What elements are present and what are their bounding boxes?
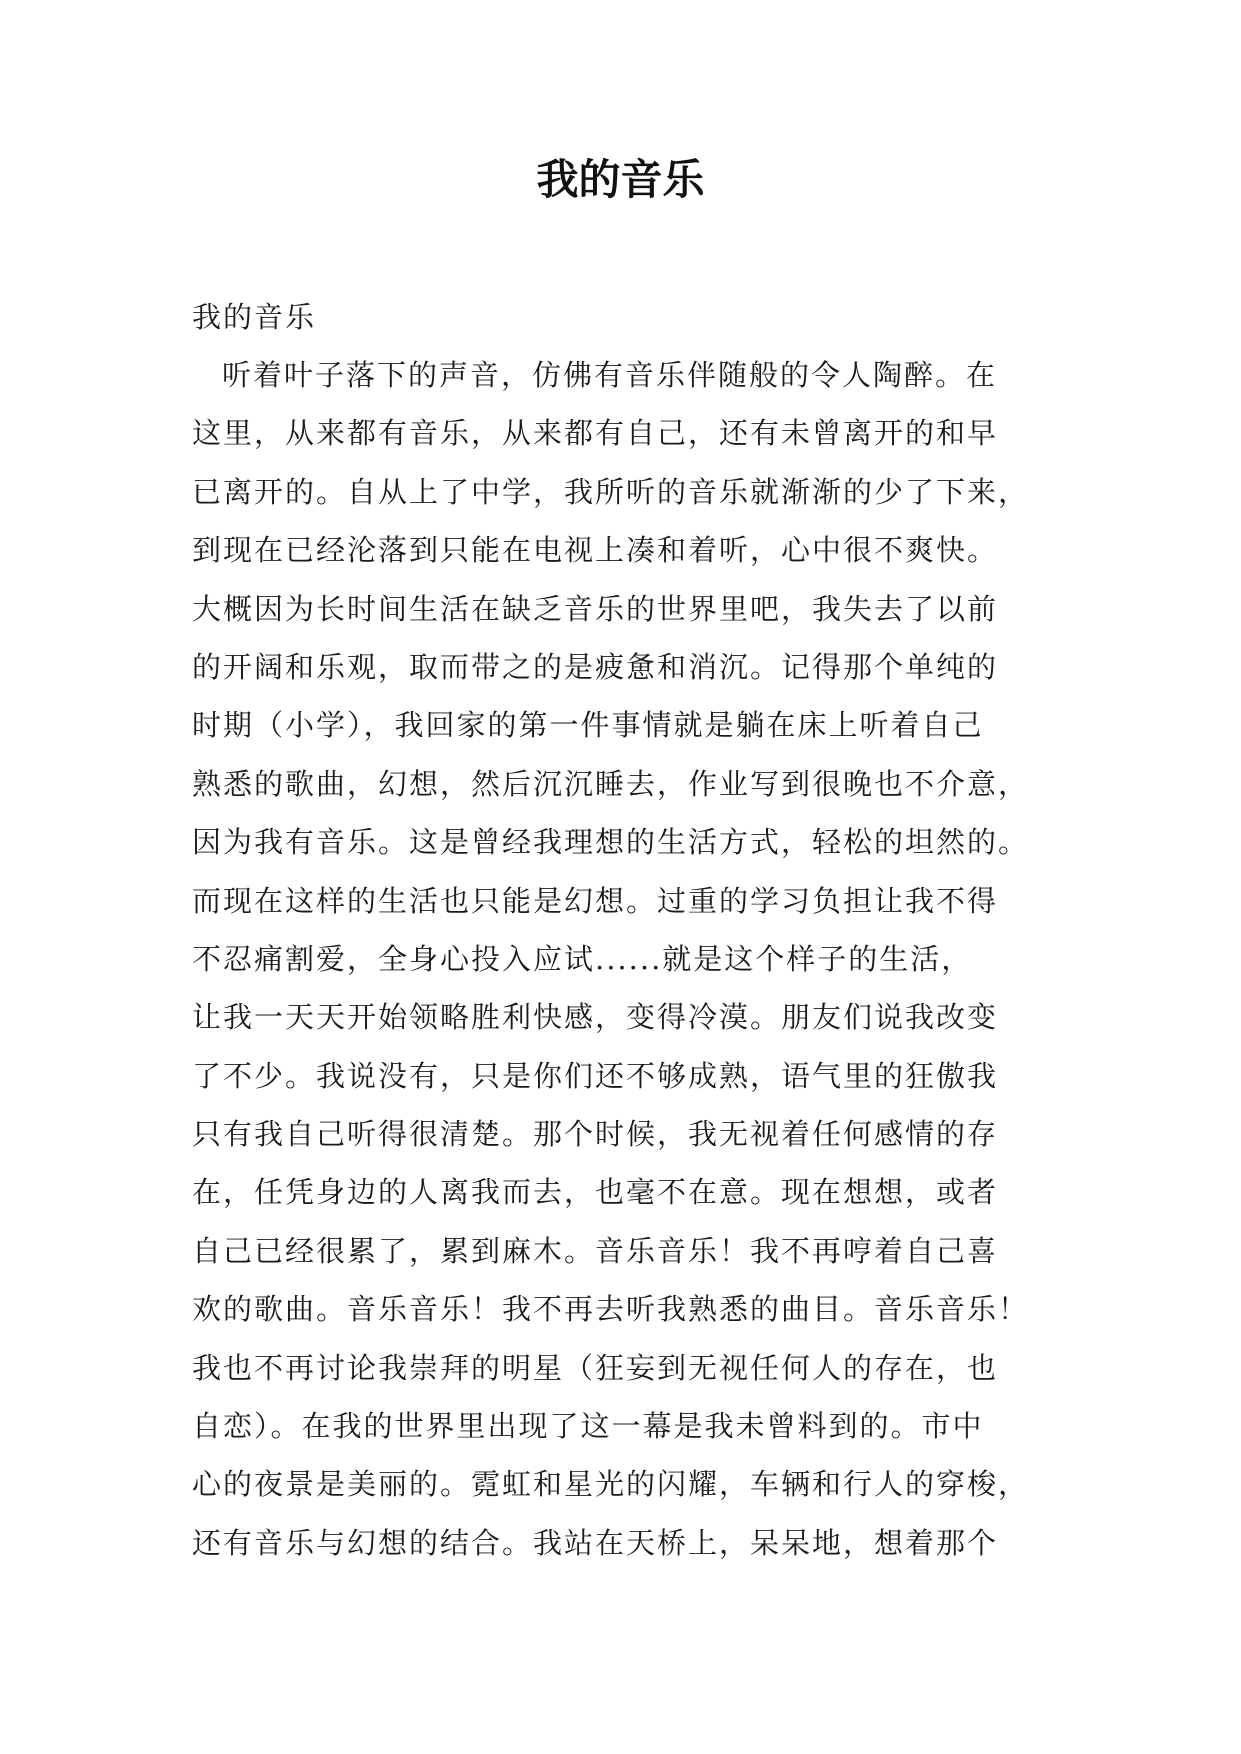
- body-line: 的开阔和乐观，取而带之的是疲惫和消沉。记得那个单纯的: [192, 649, 999, 684]
- body-line: 自恋）。在我的世界里出现了这一幕是我未曾料到的。市中: [192, 1409, 984, 1444]
- body-line: 我也不再讨论我崇拜的明星（狂妄到无视任何人的存在，也: [192, 1350, 999, 1385]
- body-line: 让我一天天开始领略胜利快感，变得冷漠。朋友们说我改变: [192, 1000, 999, 1035]
- body-line: 时期（小学），我回家的第一件事情就是躺在床上听着自己: [192, 708, 984, 743]
- body-line: 只有我自己听得很清楚。那个时候，我无视着任何感情的存: [192, 1117, 999, 1152]
- body-line: 在，任凭身边的人离我而去，也毫不在意。现在想想，或者: [192, 1175, 999, 1210]
- body-line: 听着叶子落下的声音，仿佛有音乐伴随般的令人陶醉。在: [222, 358, 998, 392]
- body-line: 欢的歌曲。音乐音乐！我不再去听我熟悉的曲目。音乐音乐！: [192, 1292, 1030, 1327]
- body-line: 到现在已经沦落到只能在电视上凑和着听，心中很不爽快。: [192, 533, 999, 568]
- body-line: 自己已经很累了，累到麻木。音乐音乐！我不再哼着自己喜: [192, 1233, 999, 1268]
- body-line: 还有音乐与幻想的结合。我站在天桥上，呆呆地，想着那个: [192, 1525, 999, 1560]
- document-title: 我的音乐: [536, 155, 705, 204]
- body-line: 大概因为长时间生活在缺乏音乐的世界里吧，我失去了以前: [192, 591, 999, 626]
- body-line: 熟悉的歌曲，幻想，然后沉沉睡去，作业写到很晚也不介意，: [192, 766, 1030, 801]
- body-line: 已离开的。自从上了中学，我所听的音乐就渐渐的少了下来，: [192, 474, 1030, 509]
- body-line: 心的夜景是美丽的。霓虹和星光的闪耀，车辆和行人的穿梭，: [192, 1467, 1030, 1502]
- body-line: 不忍痛割爱，全身心投入应试......就是这个样子的生活，: [192, 941, 973, 976]
- document-subtitle: 我的音乐: [192, 300, 317, 334]
- body-line: 这里，从来都有音乐，从来都有自己，还有未曾离开的和早: [192, 416, 999, 451]
- document-body: [192, 353, 1072, 1579]
- body-line: 而现在这样的生活也只能是幻想。过重的学习负担让我不得: [192, 883, 999, 918]
- body-line: 了不少。我说没有，只是你们还不够成熟，语气里的狂傲我: [192, 1058, 999, 1093]
- body-line: 因为我有音乐。这是曾经我理想的生活方式，轻松的坦然的。: [192, 825, 1030, 860]
